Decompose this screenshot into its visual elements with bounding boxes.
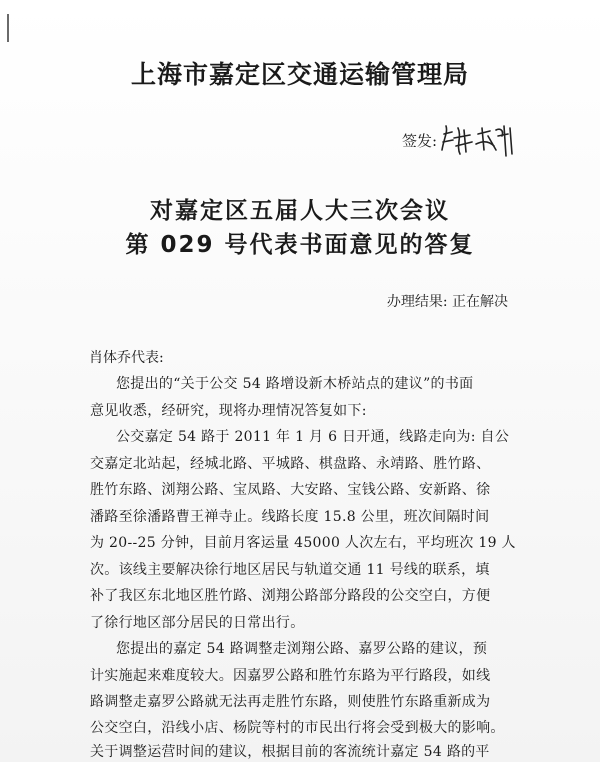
body-line: 交嘉定北站起，经城北路、平城路、棋盘路、永靖路、胜竹路、: [90, 456, 491, 472]
processing-status: 办理结果: 正在解决: [386, 294, 508, 310]
body-line: 公交嘉定 54 路于 2011 年 1 月 6 日开通，线路走向为: 自公: [116, 429, 510, 445]
body-line: 公交空白，沿线小店、杨院等村的市民出行将会受到极大的影响。: [90, 720, 505, 736]
body-line: 潘路至徐潘路曹王禅寺止。线路长度 15.8 公里，班次间隔时间: [90, 509, 490, 525]
body-line: 意见收悉，经研究，现将办理情况答复如下:: [90, 403, 367, 419]
organization-header: 上海市嘉定区交通运输管理局: [130, 60, 469, 89]
body-line: 次。该线主要解决徐行地区居民与轨道交通 11 号线的联系，填: [90, 562, 490, 578]
body-line: 计实施起来难度较大。因嘉罗公路和胜竹东路为平行路段，如线: [90, 668, 491, 684]
document-title-line-2: 第 029 号代表书面意见的答复: [125, 232, 475, 258]
salutation: 肖体乔代表:: [89, 350, 164, 366]
body-line: 了徐行地区部分居民的日常出行。: [90, 615, 305, 631]
body-line: 您提出的“关于公交 54 路增设新木桥站点的建议”的书面: [116, 376, 474, 392]
handwritten-signature: [438, 120, 516, 160]
body-line: 胜竹东路、浏翔公路、宝凤路、大安路、宝钱公路、安新路、徐: [90, 482, 491, 498]
body-line: 补了我区东北地区胜竹路、浏翔公路部分路段的公交空白，方便: [90, 588, 491, 604]
body-line: 为 20--25 分钟，目前月客运量 45000 人次左右，平均班次 19 人: [90, 535, 516, 551]
signer-label: 签发:: [402, 132, 438, 150]
body-line: 关于调整运营时间的建议，根据目前的客流统计嘉定 54 路的平: [90, 744, 490, 760]
scan-edge-mark: [7, 14, 9, 42]
document-title-line-1: 对嘉定区五届人大三次会议: [150, 198, 450, 224]
body-line: 您提出的嘉定 54 路调整走浏翔公路、嘉罗公路的建议，预: [116, 641, 488, 657]
body-line: 路调整走嘉罗公路就无法再走胜竹东路，则使胜竹东路重新成为: [90, 694, 491, 710]
